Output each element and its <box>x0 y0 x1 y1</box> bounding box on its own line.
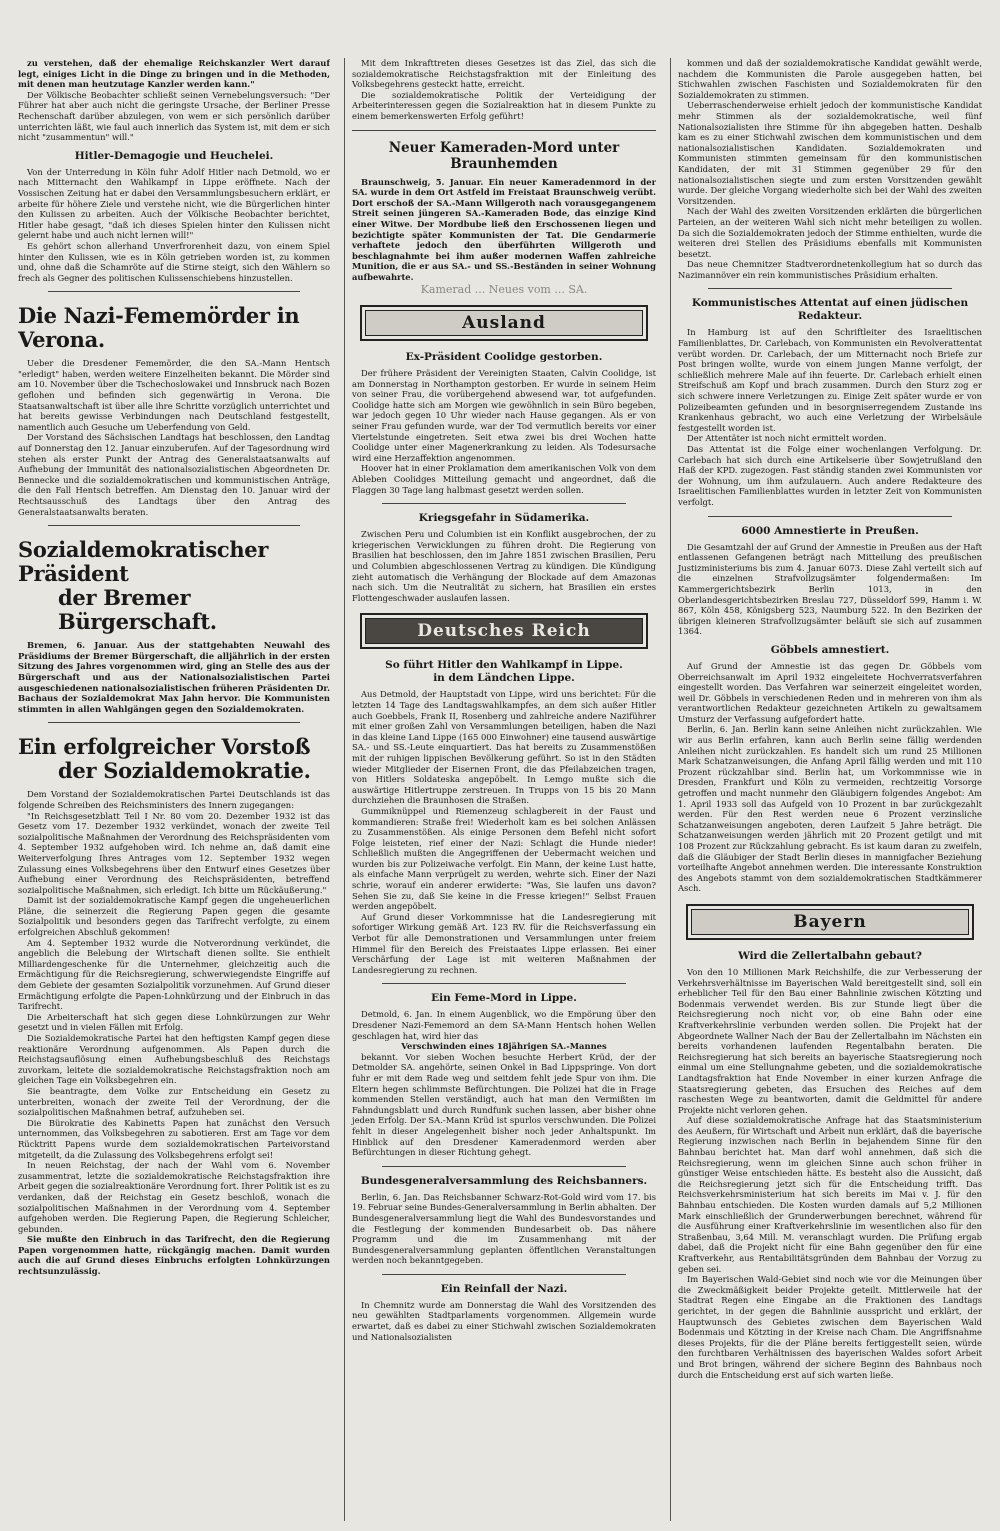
section-box-bayern <box>686 904 974 940</box>
paragraph: Die Arbeiterschaft hat sich gegen diese Lohnkürzungen zur Wehr gesetzt und in vielen Fällen mit Erfolg. <box>18 1011 330 1033</box>
headline-line: So führt Hitler den Wahlkampf in Lippe. <box>385 659 623 672</box>
divider <box>382 983 626 984</box>
section-box-deutsches-reich <box>360 613 648 649</box>
paragraph: Hoover hat in einer Proklamation dem amerikanischen Volk von dem Ableben Coolidges Mitteilung gemacht und angeordnet, daß die Flaggen 30 Tage lang halbmast gesetzt werden sollen. <box>352 463 656 495</box>
divider <box>382 1274 626 1275</box>
paragraph: Der Vorstand des Sächsischen Landtags hat beschlossen, den Landtag auf Donnerstag den 12. Januar einzuberufen. Auf der Tagesordnung wird stehen als erster Punkt der Antrag des Generalstaatsanwalts auf Aufhebung der Immunität des nationalsozialistischen Abgeordneten Dr. Bennecke und die sozialdemokratischen und kommunistischen Anträge, die den Fall Hentsch betreffen. Am Dienstag den 10. Januar wird der Rechtsausschuß des Landtags über den Antrag des Generalstaatsanwalts beraten. <box>18 432 330 517</box>
headline-reichsbanner: Bundesgeneralversammlung des Reichsbanners. <box>360 1174 648 1187</box>
divider <box>352 130 656 131</box>
headline-attentat-redakteur: Kommunistisches Attentat auf einen jüdischen Redakteur. <box>691 297 969 323</box>
paragraph: Von den 10 Millionen Mark Reichshilfe, die zur Verbesserung der Verkehrsverhältnisse im Bayerischen Wald bereitgestellt sind, soll ein erheblicher Teil für den Bau einer Bahnlinie zwischen Kötzting und Bodenmais verwendet werden. Bis zur Stunde liegt über die Reichsregierung noch nicht vor, ob eine Bahn oder eine Kraftverkehrslinie verbunden werden sollen. Die Projekt hat der Abgeordnete Wallner Nach der Bau der Zellertalbahn im Nächsten ein bereits vorhandenen laufenden Regentalbahn beraten. Die Reichsregierung hat sich bereits an bayerische Staatsregierung noch einmal um eine Stellungnahme gebeten, und die sozialdemokratische Landtagsfraktion hat Ende November in einer kurzen Anfrage die Staatsregierung gebeten, das Ersuchen des Reiches auf dem raschesten Wege zu beantworten, damit die Geldmittel für andere Projekte nicht verloren gehen. <box>678 966 982 1115</box>
headline-kameraden-mord: Neuer Kameraden-Mord unter Braunhemden <box>388 139 620 172</box>
section-title: Deutsches Reich <box>365 618 643 644</box>
paragraph: Die sozialdemokratische Politik der Verteidigung der Arbeiterinteressen gegen die Sozialreaktion hat in diesem Punkte zu einem bemerkenswerten Erfolg geführt! <box>352 89 656 121</box>
headline-vorstoss-sozialdemokratie <box>18 735 330 783</box>
column-grid <box>18 58 990 1521</box>
headline-line: der Sozialdemokratie. <box>58 758 311 784</box>
section-title: Ausland <box>365 310 643 336</box>
paragraph: Mit dem Inkrafttreten dieses Gesetzes ist das Ziel, das sich die sozialdemokratische Reichstagsfraktion mit der Einleitung des Volksbegehrens gesteckt hatte, erreicht. <box>352 58 656 90</box>
paragraph: Das Attentat ist die Folge einer wochenlangen Verfolgung. Dr. Carlebach hat sich durch eine Artikelserie über Sowjetrußland den Haß der KPD. zugezogen. Fast ständig standen zwei Kommunisten vor der Wohnung, um ihm aufzulauern. Auch andere Redakteure des Israelitischen Familienblattes wurden in letzter Zeit von Kommunisten verfolgt. <box>678 444 982 507</box>
paragraph: Zwischen Peru und Columbien ist ein Konflikt ausgebrochen, der zu kriegerischen Verwicklungen zu führen droht. Die Regierung von Brasilien hat beschlossen, den im Jahre 1851 zwischen Brasilien, Peru und Columbien abgeschlossenen Vertrag zu kündigen. Die Kündigung zieht automatisch die Verhängung der Blockade auf dem Amazonas nach sich. Um die Neutralität zu sichern, hat Brasilien ein erstes Flottengeschwader auslaufen lassen. <box>352 529 656 603</box>
paragraph: Von der Unterredung in Köln fuhr Adolf Hitler nach Detmold, wo er nach Mitternacht den Wahlkampf in Lippe eröffnete. Nach der Vossischen Zeitung hat er dabei den Versammlungsbesuchern erklärt, er arbeite für höhere Ziele und verstehe nicht, wie die Bürgerlichen hinter den Kulissen zu arbeiten. Auch der Völkische Beobachter berichtet, Hitler habe gesagt, "daß ich dieses Spielen hinter den Kulissen nicht gelernt habe und auch nicht lernen will!" <box>18 166 330 241</box>
column-middle <box>344 58 656 1521</box>
paragraph: kommen und daß der sozialdemokratische Kandidat gewählt werde, nachdem die Kommunisten die Parole ausgegeben hatten, bei Stichwahlen zwischen Faschisten und Sozialdemokraten für den Sozialdemokraten zu stimmen. <box>678 58 982 100</box>
headline-goebbels-amnestiert: Göbbels amnestiert. <box>770 643 890 656</box>
faint-show-through-text: Kamerad ... Neues vom ... SA. <box>420 282 588 296</box>
paragraph: Damit ist der sozialdemokratische Kampf gegen die ungeheuerlichen Pläne, die seinerzeit die Regierung Papen gegen die gesamte Sozialpolitik und besonders gegen das Tarifrecht verfolgte, zu einem erfolgreichen Abschluß gekommen! <box>18 895 330 938</box>
paragraph: Es gehört schon allerhand Unverfrorenheit dazu, von einem Spiel hinter den Kulissen, wie es in Köln getrieben worden ist, zu kommen und, ohne daß die Schamröte auf die Stirne steigt, sich den Wählern so frech als Gegner des politischen Kulissenschiebens hinzustellen. <box>18 240 330 283</box>
headline-bremer-praesident <box>18 538 330 634</box>
paragraph: Detmold, 6. Jan. In einem Augenblick, wo die Empörung über den Dresdener Nazi-Fememord an dem SA-Mann Hentsch hohen Wellen geschlagen hat, wird hier das <box>352 1009 656 1041</box>
headline-line: der Bremer Bürgerschaft. <box>58 585 217 635</box>
section-title: Bayern <box>691 909 969 935</box>
headline-nazi-fememoerder: Die Nazi-Fememörder in Verona. <box>18 303 300 353</box>
subheading: Verschwinden eines 18jährigen SA.-Mannes <box>401 1041 607 1052</box>
paragraph: In Hamburg ist auf den Schriftleiter des Israelitischen Familienblattes, Dr. Carlebach, von Kommunisten ein Revolverattentat verübt worden. Dr. Carlebach, der um Mitternacht noch Briefe zur Post bringen wollte, wurde von einem jungen Manne verfolgt, der schließlich mehrere Male auf ihn feuerte. Dr. Carlebach erhielt einen Streifschuß am Kopf und brach zusammen. Durch den Sturz zog er sich schwere innere Verletzungen zu. Einige Zeit später wurde er von Polizeibeamten gefunden und in besorgniserregendem Zustande ins Krankenhaus gebracht, wo auch eine Verletzung der Wirbelsäule festgestellt worden ist. <box>678 327 982 433</box>
paragraph: Die Bürokratie des Kabinetts Papen hat zunächst den Versuch unternommen, das Volksbegehren zu sabotieren. Erst am Tage vor dem Rücktritt Papens wurde dem sozialdemokratischen Parteivorstand mitgeteilt, da die Zulassung des Volksbegehrens erfolgt sei! <box>18 1117 330 1160</box>
headline-reinfall-nazi: Ein Reinfall der Nazi. <box>440 1282 568 1295</box>
paragraph: Ueberraschenderweise erhielt jedoch der kommunistische Kandidat mehr Stimmen als der sozialdemokratische, weil fünf Nationalsozialisten ihre Stimme für ihn abgegeben hatten. Deshalb kam es zu einer Stichwahl zwischen dem kommunistischen und dem nationalsozialistischen Kandidaten. Sozialdemokraten und Kommunisten stimmten gemeinsam für den kommunistischen Kandidaten, der mit 31 Stimmen gegenüber 29 für den nationalsozialistischen siegte und zum ersten Vorsitzenden gewählt wurde. Der gleiche Vorgang wiederholte sich bei der Wahl des zweiten Vorsitzenden. <box>678 100 982 206</box>
paragraph: Braunschweig, 5. Januar. Ein neuer Kameradenmord in der SA. wurde in dem Ort Astfeld im Freistaat Braunschweig verübt. Dort erschoß der SA.-Mann Willgeroth nach vorausgegangenem Streit seinen jüngeren SA.-Kameraden Bode, das einzige Kind einer Witwe. Der Mordbube ließ den Erschossenen liegen und bezichtigte später Kommunisten der Tat. Die Gendarmerie verhaftete jedoch den überführten Willgeroth und beschlagnahmte bei ihm außer modernen Waffen zahlreiche Munition, die er aus SA.- und SS.-Beständen in seiner Wohnung aufbewahrte. <box>352 176 656 282</box>
paragraph: Der Völkische Beobachter schließt seinen Vernebelungsversuch: "Der Führer hat aber auch nicht die geringste Ursache, der Berliner Presse Rechenschaft darüber abzulegen, von wem er sich persönlich darüber unterrichten läßt, wie faul auch innerlich das System ist, mit dem er sich nicht "zusammentun" will." <box>18 89 330 143</box>
paragraph: bekannt. Vor sieben Wochen besuchte Herbert Krüd, der der Detmolder SA. angehörte, seinen Onkel in Bad Lippspringe. Von dort fuhr er mit dem Rade weg und seitdem fehlt jede Spur von ihm. Die Eltern hegen schlimmste Befürchtungen. Die Polizei hat die in Frage kommenden Stellen verständigt, auch hat man den Vermißten im Fahndungsblatt und durch Rundfunk suchen lassen, aber bisher ohne jeden Erfolg. Der SA.-Mann Krüd ist spurlos verschwunden. Die Polizei fehlt in dieser Angelegenheit bisher noch jeder Anhaltspunkt. Im Hinblick auf den Dresdener Kameradenmord werden aber Befürchtungen in dieser Richtung gehegt. <box>352 1051 656 1158</box>
paragraph: "In Reichsgesetzblatt Teil I Nr. 80 vom 20. Dezember 1932 ist das Gesetz vom 17. Dezember 1932 verkündet, wonach der zweite Teil sozialpolitische Maßnahmen der Verordnung des Reichspräsidenten vom 4. September 1932 aufgehoben wird. Ich nehme an, daß damit eine Weiterverfolgung Ihres Antrages vom 12. September 1932 wegen Zulassung eines Volksbegehrens über den Entwurf eines Gesetzes über Aufhebung einer Verordnung des Reichspräsidenten, betreffend sozialpolitische Maßnahmen, sich erledigt. Ich bitte um Rückäußerung." <box>18 810 330 895</box>
paragraph: Sie mußte den Einbruch in das Tarifrecht, den die Regierung Papen vorgenommen hatte, rückgängig machen. Damit wurden auch die auf Grund dieses Einbruchs erfolgten Lohnkürzungen rechtsunzulässig. <box>18 1234 330 1277</box>
headline-coolidge: Ex-Präsident Coolidge gestorben. <box>405 351 603 364</box>
column-left <box>18 58 330 1521</box>
headline-line: Ein erfolgreicher Vorstoß <box>18 734 311 760</box>
column-right <box>670 58 982 1521</box>
paragraph: Der Attentäter ist noch nicht ermittelt worden. <box>687 433 887 444</box>
headline-line: Sozialdemokratischer Präsident <box>18 537 269 587</box>
paragraph: Sie beantragte, dem Volke zur Entscheidung ein Gesetz zu unterbreiten, wonach der zweite Teil der Verordnung, der die sozialpolitischen Maßnahmen betraf, aufzuheben sei. <box>18 1085 330 1118</box>
paragraph: Gummiknüppel und Riemenzeug schlagbereit in der Faust und kommandieren: Straße frei! Wiederholt kam es bei solchen Anlässen zu Zusammenstößen. Als einige Personen dem Befehl nicht sofort Folge leisteten, rief einer der Nazi: Schlagt die Hunde nieder! Schließlich mußten die Angegriffenen der Uebermacht weichen und wurden bis zur Polizeiwache verfolgt. Ein Mann, der keine Lust hatte, als einfache Mann verprügelt zu werden, wehrte sich. Einer der Nazi schrie, worauf ein anderer erwiderte: "Was, Sie laufen uns davon? Sehen Sie zu, daß Sie keine in die Fresse kriegen!" Selbst Frauen werden angepöbelt. <box>352 805 656 912</box>
paragraph: Die Gesamtzahl der auf Grund der Amnestie in Preußen aus der Haft entlassenen Gefangenen beträgt nach Mitteilung des preußischen Justizministeriums bis zum 4. Januar 6073. Diese Zahl verteilt sich auf die einzelnen Strafvollzugsämter folgendermaßen: Im Kammergerichtsbezirk Berlin 1013, in den Oberlandesgerichtsbezirken Breslau 727, Düsseldorf 599, Hamm i. W. 867, Köln 458, Königsberg 523, Naumburg 522. In den Bezirken der übrigen kleineren Strafvollzugsämter beläuft sie sich auf zusammen 1364. <box>678 541 982 637</box>
headline-amnestierte-preussen: 6000 Amnestierte in Preußen. <box>741 524 919 537</box>
paragraph: In Chemnitz wurde am Donnerstag die Wahl des Vorsitzenden des neu gewählten Stadtparlaments vorgenommen. Allgemein wurde erwartet, daß es dabei zu einer Stichwahl zwischen Sozialdemokraten und Nationalsozialisten <box>352 1299 656 1342</box>
headline-kriegsgefahr: Kriegsgefahr in Südamerika. <box>418 512 590 525</box>
paragraph: Am 4. September 1932 wurde die Notverordnung verkündet, die angeblich die Belebung der Wirtschaft dienen sollte. Sie enthielt Milliardengeschenke für die Unternehmer, gleichzeitig auch die Ermächtigung für die Reichsregierung, schwerwiegendste Eingriffe auf dem Gebiete der gesamten Sozialpolitik vorzunehmen. Auf Grund dieser Ermächtigung erfolgte die Papen-Lohnkürzung und der Einbruch in das Tarifrecht. <box>18 937 330 1012</box>
paragraph: In neuen Reichstag, der nach der Wahl vom 6. November zusammentrat, letzte die sozialdemokratische Reichstagsfraktion ihre Arbeit gegen die sozialreaktionäre Verordnung fort. Ihrer Politik ist es zu verdanken, daß der Reichstag ein Gesetz beschloß, wonach die sozialpolitischen Maßnahmen in der Verordnung vom 4. September aufgehoben werden. Die Regierung Papen, die Regierung Schleicher, gebunden. <box>18 1160 330 1234</box>
paragraph: Auf Grund dieser Vorkommnisse hat die Landesregierung mit sofortiger Wirkung gemäß Art. 123 RV. für die Reichsverfassung ein Verbot für alle Demonstrationen und Versammlungen unter freiem Himmel für den Bereich des Freistaates Lippe erlassen. Bei einer Verschärfung der Lage ist mit weiteren Maßnahmen der Landesregierung zu rechnen. <box>352 911 656 975</box>
headline-feme-mord-lippe: Ein Feme-Mord in Lippe. <box>431 992 577 1005</box>
divider <box>48 525 300 526</box>
paragraph: Berlin, 6. Jan. Berlin kann seine Anleihen nicht zurückzahlen. Wie wir aus Berlin erfahren, kann auch Berlin seine fällig werdenden Anleihen nicht zurückzahlen. Es handelt sich um rund 25 Millionen Mark Schatzanweisungen, die Anfang April fällig werden und mit 110 Prozent rückzahlbar sind. Berlin hat, um Vorkommnisse wie in Dresden, Frankfurt und Köln zu vermeiden, rechtzeitig Vorsorge getroffen und macht nunmehr den Gläubigern folgendes Angebot: Am 1. April 1933 soll das Aufgeld von 10 Prozent in bar zurückgezahlt werden. Für den Rest werden neue 6 Prozent verzinsliche Schatzanweisungen angeboten, deren Laufzeit 5 Jahre beträgt. Die Schatzanweisungen werden jährlich mit 20 Prozent getilgt und mit 108 Prozent zur Rückzahlung gebracht. Es ist kaum daran zu zweifeln, daß die Gläubiger der Stadt Berlin dieses in mannigfacher Beziehung vorteilhafte Angebot annehmen werden. Die interessante Konstruktion des Angebots stammt von dem sozialdemokratischen Stadtkämmerer Asch. <box>678 724 982 894</box>
headline-line: in dem Ländchen Lippe. <box>433 672 575 685</box>
divider <box>48 722 300 723</box>
paragraph: Auf diese sozialdemokratische Anfrage hat das Staatsministerium des Aeußern, für Wirtschaft und Arbeit nun erklärt, daß die bayerische Regierung inzwischen nach Berlin in bejahendem Sinne für den Bahnbau berichtet hat. Man darf wohl annehmen, daß sich die Reichsregierung, wenn im gleichen Sinne auch schon früher in günstiger Weise entschieden hätte. Es besteht also die Aussicht, daß die Reichsregierung jetzt sich für die Entscheidung trifft. Das Reichsverkehrsministerium hat sich bereits im Mai v. J. für den Bahnbau entschieden. Die Kosten wurden damals auf 5,2 Millionen Mark einschließlich der Grunderwerbungen berechnet, während für die Ausführung einer Kraftverkehrslinie im wesentlichen also für den Straßenbau, 3,64 Mill. M. veranschlagt wurden. Die Prüfung ergab dabei, daß die Projekt nicht für eine Bahn gegenüber den für eine Kraftverkehr, aus Rentabilitätsgründen dem Bahnbau der Vorzug zu geben sei. <box>678 1115 982 1274</box>
divider <box>382 503 626 504</box>
paragraph: Nach der Wahl des zweiten Vorsitzenden erklärten die bürgerlichen Parteien, an der weiteren Wahl sich nicht mehr beteiligen zu wollen. Da sich die Sozialdemokraten jedoch der Stimme enthielten, wurde die weiteren drei Stellen des Präsidiums ebenfalls mit Kommunisten besetzt. <box>678 206 982 259</box>
headline-zellertalbahn: Wird die Zellertalbahn gebaut? <box>738 949 922 962</box>
divider <box>708 516 952 517</box>
divider <box>382 1166 626 1167</box>
paragraph: Auf Grund der Amnestie ist das gegen Dr. Göbbels vom Oberreichsanwalt im April 1932 eingeleitete Hochverratsverfahren eingestellt worden. Das Verfahren war seinerzeit eingeleitet worden, weil Dr. Göbbels in verschiedenen Reden und in mehreren von ihm als verantwortlichen Redakteur gezeichneten Artikeln zu gewaltsamem Umsturz der Verfassung aufgefordert hatte. <box>678 660 982 724</box>
headline-wahlkampf-lippe <box>352 659 656 685</box>
paragraph: Dem Vorstand der Sozialdemokratischen Partei Deutschlands ist das folgende Schreiben des Reichsministers des Innern zugegangen: <box>18 789 330 810</box>
paragraph: Die Sozialdemokratische Partei hat den heftigsten Kampf gegen diese reaktionäre Verordnung aufgenommen. Als Papen durch die Reichstagsauflösung einen Aufhebungsbeschluß des Reichstags zuvorkam, leitete die sozialdemokratische Reichstagsfraktion noch am gleichen Tage ein Volksbegehren ein. <box>18 1033 330 1086</box>
paragraph: Berlin, 6. Jan. Das Reichsbanner Schwarz-Rot-Gold wird vom 17. bis 19. Februar seine Bundes-Generalversammlung in Berlin abhalten. Der Bundesgeneralversammlung liegt die Wahl des Bundesvorstandes und die Festlegung der kommenden Bundesarbeit ob. Das nähere Programm und die im Zusammenhang mit der Bundesgeneralversammlung geplanten öffentlichen Veranstaltungen werden noch bekanntgegeben. <box>352 1191 656 1266</box>
paragraph: Bremen, 6. Januar. Aus der stattgehabten Neuwahl des Präsidiums der Bremer Bürgerschaft, die alljährlich in der ersten Sitzung des Jahres vorgenommen wird, ging an Stelle des aus der Bürgerschaft und aus der Nationalsozialistischen Partei ausgeschiedenen nationalsozialistischen früheren Präsidenten Dr. Bachaus der Sozialdemokrat Max Jahn hervor. Die Kommunisten stimmten in allen Wahlgängen gegen den Sozialdemokraten. <box>18 640 330 714</box>
paragraph: Im Bayerischen Wald-Gebiet sind noch wie vor die Meinungen über die Zweckmäßigkeit beider Projekte geteilt. Mittlerweile hat der Stadtrat Regen eine Eingabe an die Fraktionen des Landtags gerichtet, in der gegen die Bahnlinie ausspricht und erklärt, der Hauptwunsch des Gebietes zwischen dem Bayerischen Wald Bodenmais und Kötzting in der Kreise nach Cham. Die Angriffsnahme dieses Projekts, für die der Pläne bereits fertiggestellt seien, würde den furchtbaren Verhältnissen des bayerischen Waldes sofort Arbeit und Brot bringen, während der sichere Beginn des Bahnbaus noch durch die Entscheidung erst auf sich warten ließe. <box>678 1274 982 1380</box>
paragraph: zu verstehen, daß der ehemalige Reichskanzler Wert darauf legt, einiges Licht in die Dinge zu bringen und in die Methoden, mit denen man heutzutage Kanzler werden kann." <box>18 58 330 90</box>
headline-hitler-demagogie: Hitler-Demagogie und Heuchelei. <box>74 149 274 162</box>
paragraph: Ueber die Dresdener Fememörder, die den SA.-Mann Hentsch "erledigt" haben, werden weitere Einzelheiten bekannt. Die Mörder sind am 10. November über die Tschechoslowakei und Innsbruck nach Bozen geflohen und befinden sich gegenwärtig in Verona. Die Staatsanwaltschaft ist über alle ihre Schritte vorzüglich unterrichtet und hat bereits gewisse Verbindungen nach Deutschland festgestellt, namentlich auch Gesuche um Ueberfendung von Geld. <box>18 358 330 432</box>
paragraph: Das neue Chemnitzer Stadtverordnetenkollegium hat so durch das Nazimannöver ein rein kommunistisches Präsidium erhalten. <box>678 259 982 280</box>
section-box-ausland <box>360 305 648 341</box>
paragraph: Aus Detmold, der Hauptstadt von Lippe, wird uns berichtet: Für die letzten 14 Tage des Landtagswahlkampfes, an dem sich außer Hitler auch Goebbels, Frank II, Rosenberg und zahlreiche andere Naziführer mit einer großen Zahl von Versammlungen beteiligen, haben die Nazi in das kleine Land Lippe (165 000 Einwohner) eine tausend auswärtige SA.- und SS.-Leute einquartiert. Das hat bereits zu Zusammenstößen mit der ruhigen lippischen Bevölkerung geführt. So ist in den Städten wieder Mitglieder der Eisernen Front, die das Pfeilabzeichen tragen, von Hitlers Soldateska angepöbelt. In Lemgo mußte sich die auswärtige Hitlertruppe zerstreuen. In Trupps von 15 bis 20 Mann durchziehen die Braunhosen die Straßen. <box>352 689 656 806</box>
divider <box>48 291 300 292</box>
divider <box>708 288 952 289</box>
paragraph: Der frühere Präsident der Vereinigten Staaten, Calvin Coolidge, ist am Donnerstag in Northampton gestorben. Er wurde in seinem Heim von seiner Frau, die vorübergehend abwesend war, tot aufgefunden. Coolidge hatte sich am Morgen wie gewöhnlich in sein Büro begeben, war jedoch gegen 10 Uhr wieder nach Hause gegangen. Als er von seiner Frau gefunden wurde, war der Tod vermutlich bereits vor einer Viertelstunde eingetreten. Seit etwa zwei bis drei Wochen hatte Coolidge unter einer Magenerkrankung zu leiden. Als Todesursache wird eine Herzaffektion angenommen. <box>352 368 656 463</box>
